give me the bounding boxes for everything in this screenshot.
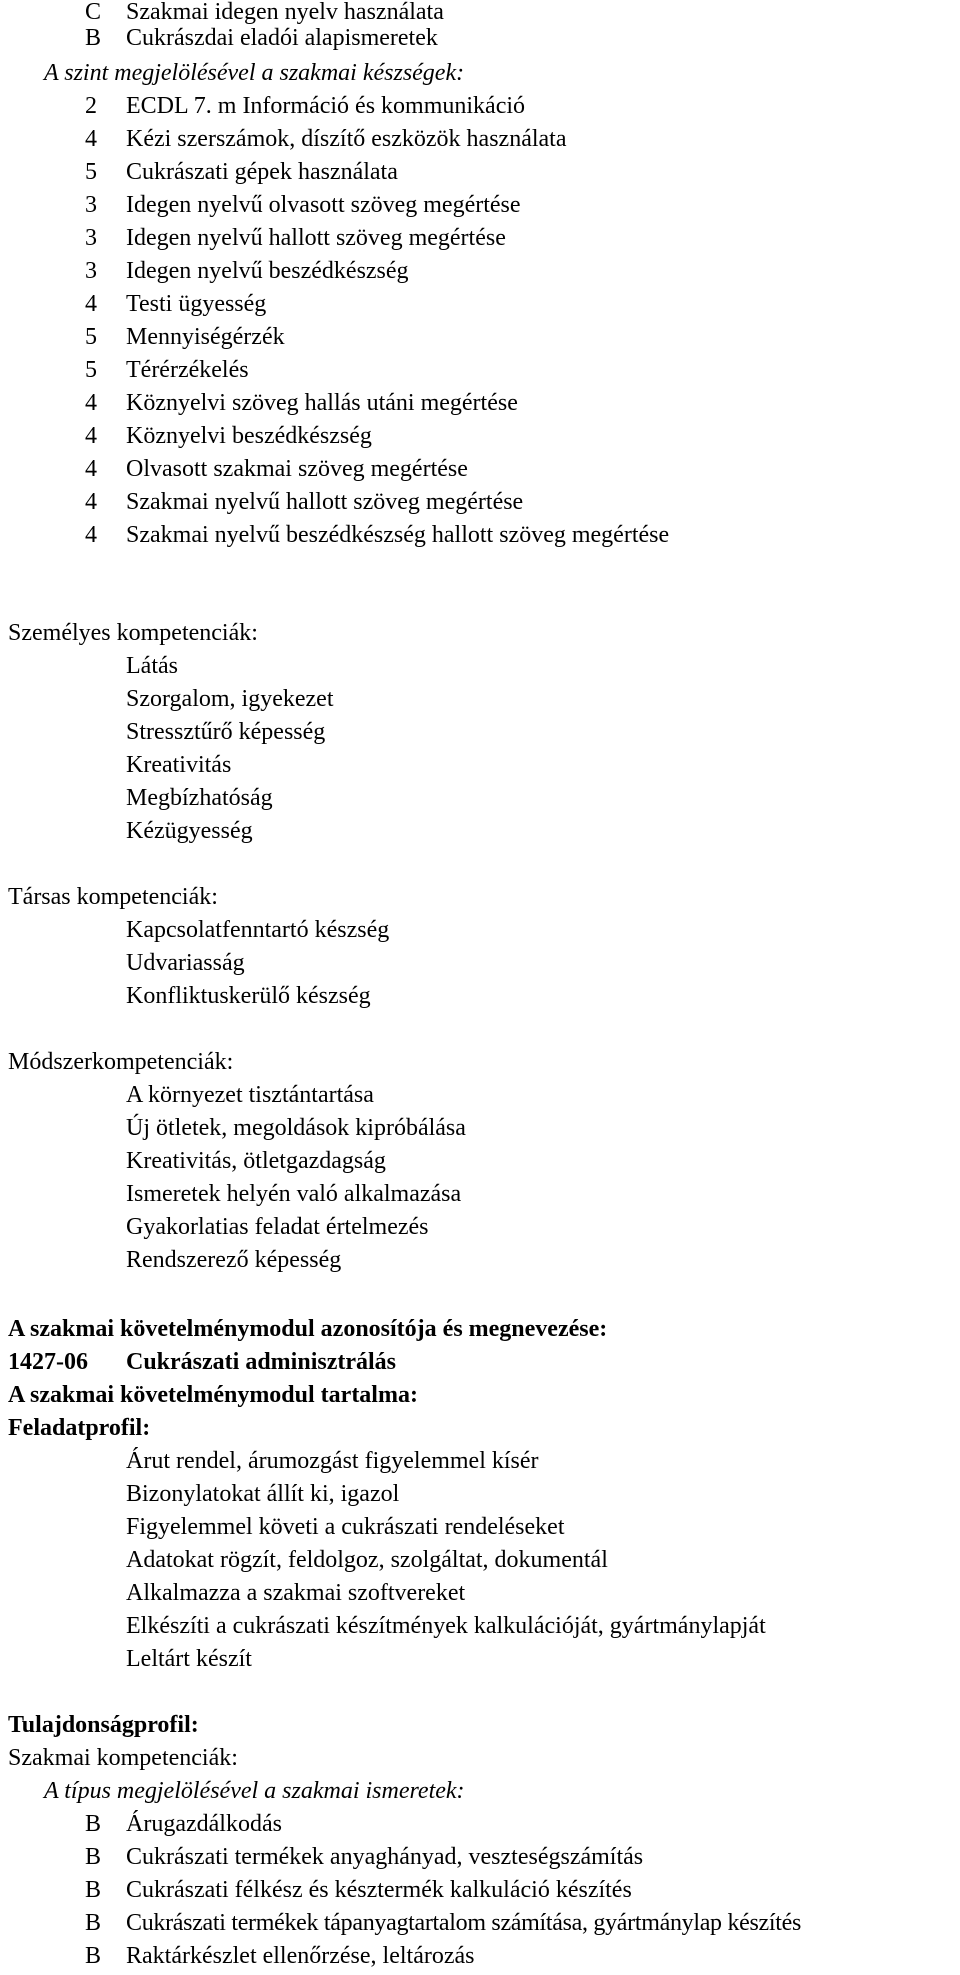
knowledge-type-code: B <box>85 1844 102 1870</box>
skill-level: 4 <box>85 456 97 482</box>
item-text: Cukrászdai eladói alapismeretek <box>126 25 438 51</box>
knowledge-type-code: B <box>85 1943 102 1969</box>
skill-level: 5 <box>85 159 97 185</box>
item-type-code: C <box>85 0 102 25</box>
skill-level: 3 <box>85 258 97 284</box>
skill-text: Cukrászati gépek használata <box>126 159 398 185</box>
knowledge-text: Cukrászati félkész és késztermék kalkuláció készítés <box>126 1877 632 1903</box>
skill-level: 3 <box>85 192 97 218</box>
item-text: Szakmai idegen nyelv használata <box>126 0 444 25</box>
knowledge-text: Cukrászati termékek tápanyagtartalom számítása, gyártmánylap készítés <box>126 1910 802 1936</box>
skill-text: Köznyelvi szöveg hallás utáni megértése <box>126 390 518 416</box>
skill-level: 5 <box>85 324 97 350</box>
skill-text: ECDL 7. m Információ és kommunikáció <box>126 93 526 119</box>
skill-text: Idegen nyelvű olvasott szöveg megértése <box>126 192 521 218</box>
knowledge-type-code: B <box>85 1910 102 1936</box>
skill-text: Köznyelvi beszédkészség <box>126 423 372 449</box>
skill-text: Olvasott szakmai szöveg megértése <box>126 456 468 482</box>
skill-text: Szakmai nyelvű hallott szöveg megértése <box>126 489 524 515</box>
skill-level: 4 <box>85 390 97 416</box>
skill-level: 4 <box>85 126 97 152</box>
skill-text: Kézi szerszámok, díszítő eszközök használata <box>126 126 567 152</box>
skill-text: Térérzékelés <box>126 357 249 383</box>
skill-level: 2 <box>85 93 97 119</box>
knowledge-type-code: B <box>85 1811 102 1837</box>
skill-level: 3 <box>85 225 97 251</box>
skill-text: Idegen nyelvű beszédkészség <box>126 258 409 284</box>
module-id: 1427-06 <box>8 1349 88 1375</box>
skill-level: 5 <box>85 357 97 383</box>
skill-level: 4 <box>85 291 97 317</box>
skill-level: 4 <box>85 489 97 515</box>
knowledge-text: Raktárkészlet ellenőrzése, leltározás <box>126 1943 475 1969</box>
module-name: Cukrászati adminisztrálás <box>126 1349 396 1375</box>
skill-text: Testi ügyesség <box>126 291 267 317</box>
knowledge-text: Árugazdálkodás <box>126 1811 282 1837</box>
knowledge-text: Cukrászati termékek anyaghányad, veszteségszámítás <box>126 1844 644 1870</box>
skill-level: 4 <box>85 423 97 449</box>
item-type-code: B <box>85 25 102 51</box>
skill-level: 4 <box>85 522 97 548</box>
skill-text: Szakmai nyelvű beszédkészség hallott szöveg megértése <box>126 522 670 548</box>
skill-text: Idegen nyelvű hallott szöveg megértése <box>126 225 506 251</box>
knowledge-type-code: B <box>85 1877 102 1903</box>
skill-text: Mennyiségérzék <box>126 324 285 350</box>
